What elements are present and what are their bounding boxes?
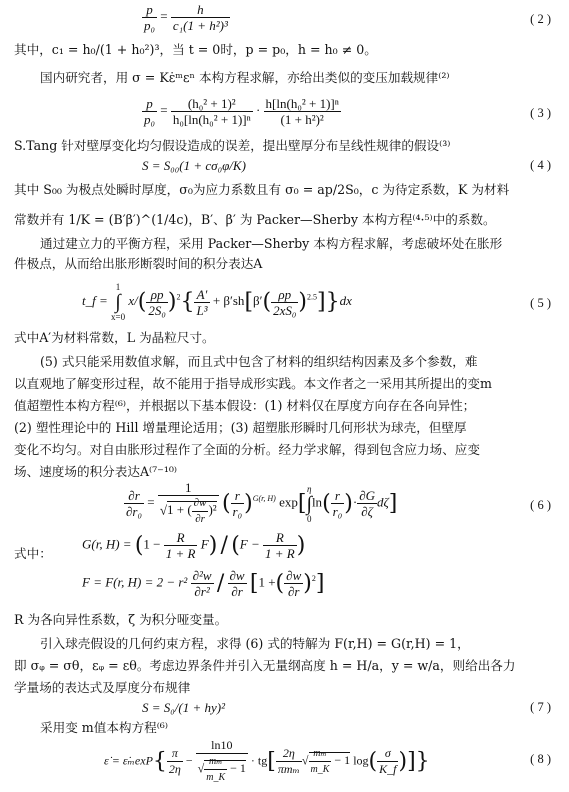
equation-4: S = S₀₀(1 + cσ₀φ/K) [142,158,246,173]
equation-5: t_f = 1 ∫ x=0 x/( $\frac{\rho p}{\text{2S₀}}$ )$^2${ $\frac{A'}{\text{L³}}$ + β′sh[β′( $\frac{\rho p}{\text{2xS₀}}$ )$^{2.5}$]}dx [82,282,352,322]
paragraph-line: R 为各向异性系数，ζ 为积分哑变量。 [14,612,228,627]
paragraph-line: 式中： [14,546,52,561]
paragraph-line: 引入球壳假设的几何约束方程，求得 (6) 式的特解为 F(r,H) = G(r,H) = 1， [40,636,470,651]
paragraph-line: S.Tang 针对壁厚变化均匀假设造成的误差，提出壁厚分布呈线性规律的假设⁽³⁾ [14,138,451,153]
paragraph-line: 变化不均匀。对自由胀形过程作了全面的分析。经力学求解，得到包含应力场、应变 [14,442,480,457]
paragraph-line: (5) 式只能采用数值求解，而且式中包含了材料的组织结构因素及多个参数，难 [40,354,478,369]
equation-2: $\frac{p}{\text{p₀}}$ = $\frac{h}{\text{c₁(1 + h²)³}}$ [144,2,228,33]
equation-number: ( 4 ) [530,158,551,172]
paragraph-line: 以直观地了解变形过程，故不能用于指导成形实践。本文作者之一采用其所提出的变m [14,376,492,391]
paragraph-line: 国内研究者，用 σ = Kε̇ᵐεⁿ 本构方程求解，亦给出类似的变压加载规律⁽²⁾ [40,70,450,85]
equation-number: ( 5 ) [530,296,551,310]
paragraph-line: 场、速度场的积分表达A⁽⁷⁻¹⁰⁾ [14,464,178,479]
paragraph-line: 式中A′为材料常数，L 为晶粒尺寸。 [14,330,215,345]
equation-3: $\frac{p}{\text{p₀}}$ = $\frac{\text{(h₀² + 1)²}}{\text{h₀[ln(h₀² + 1)]ⁿ}}$ · $\frac{\text{h[ln(h₀² + 1)]ⁿ}}{\text{(1 + h²)²}}$ [144,96,339,127]
equation-number: ( 6 ) [530,498,551,512]
equation-number: ( 3 ) [530,106,551,120]
equation-number: ( 7 ) [530,700,551,714]
equation-8: ε̇ = ε̇ₘexP{ $\frac{\pi}{2\eta}$ − ln10 √ $\frac{\text{mₘ}}{m\_K}$ − 1 · tg[ $\frac{2\eta}{\text{πmₘ}}$ √ $\frac{\text{mₘ}}{m\_K}$ − 1 log( $\frac{\sigma}{K\_f}$ )]} [104,738,430,783]
paragraph-line: 常数并有 1/K = (B′β′)^(1/4c)，B′、β′ 为 Packer—Sherby 本构方程⁽⁴·⁵⁾中的系数。 [14,212,496,227]
equation-7: S = S₀/(1 + hy)² [142,700,226,715]
paragraph-line: 采用变 m值本构方程⁽⁶⁾ [40,720,168,735]
equation-number: ( 2 ) [530,12,551,26]
paragraph-line: 值超塑性本构方程⁽⁶⁾，并根据以下基本假设：(1) 材料仅在厚度方向存在各向异性； [14,398,476,413]
paragraph-line: (2) 塑性理论中的 Hill 增量理论适用；(3) 超塑胀形瞬时几何形状为球壳，但壁厚 [14,420,467,435]
equation-number: ( 8 ) [530,752,551,766]
paragraph-line: 学量场的表达式及厚度分布规律 [14,680,191,695]
paragraph-line: 件极点，从而给出胀形断裂时间的积分表达A [14,256,263,271]
paragraph-line: 即 σᵩ = σθ，εᵩ = εθ。考虑边界条件并引入无量纲高度 h = H/a，y = w/a，则给出各力 [14,658,516,673]
equation-f: F = F(r, H) = 2 − r² $\frac{\text{∂²w}}{\text{∂r²}}$ / $\frac{\partial w}{\partial r}$ [1 +( $\frac{\partial w}{\partial r}$ )$^2$] [82,568,325,599]
equation-6: $\frac{\partial r}{\text{∂r₀}}$ = 1 √1 + ( $\frac{\partial w}{\partial r}$ )² ( $\frac{r}{\text{r₀}}$ )$^{G(r, H)}$ exp[ η ∫ 0 ln( $\frac{r}{\text{r₀}}$ )· $\frac{\partial G}{\partial\zeta}$ dζ] [126,480,398,525]
paragraph-line: 其中，c₁ = h₀/(1 + h₀²)³，当 t = 0时，p = p₀，h = h₀ ≠ 0。 [14,42,377,57]
paragraph-line: 通过建立力的平衡方程，采用 Packer—Sherby 本构方程求解，考虑破坏处在胀形 [40,236,503,251]
equation-g: G(r, H) = (1 − $\frac{R}{1 + R}$ F) / (F − $\frac{R}{1 + R}$ ) [82,530,306,561]
paragraph-line: 其中 S₀₀ 为极点处瞬时厚度，σ₀为应力系数且有 σ₀ = ap/2S₀，c 为待定系数，K 为材料 [14,182,510,197]
